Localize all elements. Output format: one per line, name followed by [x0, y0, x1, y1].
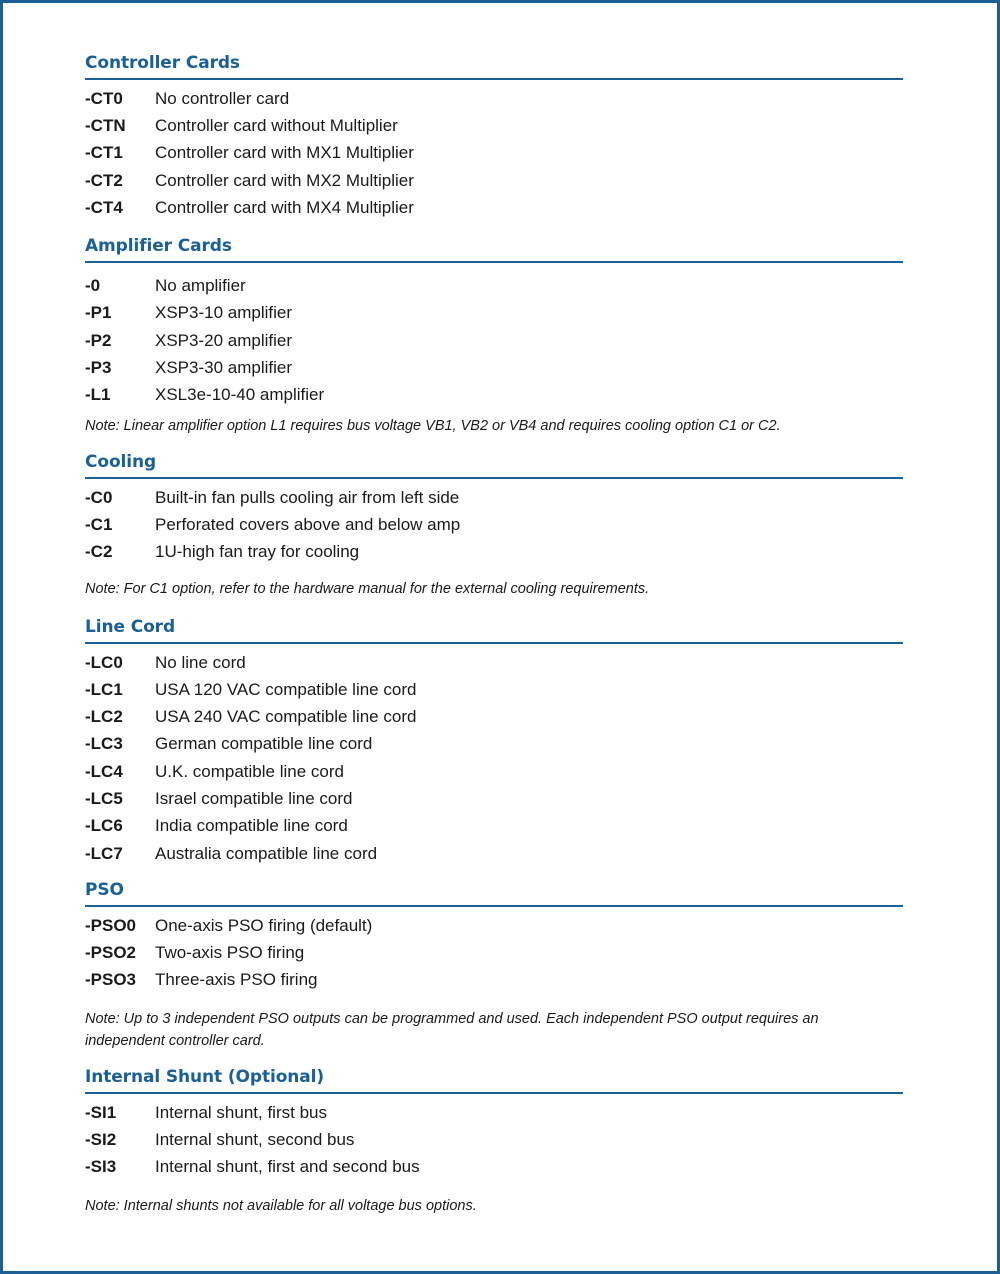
option-code: -LC5: [85, 788, 123, 808]
section-note: Note: Linear amplifier option L1 requires bus voltage VB1, VB2 or VB4 and requires cooling option C1 or C2.: [85, 417, 781, 434]
option-code: -P3: [85, 358, 112, 378]
option-code: -LC1: [85, 679, 123, 699]
option-description: Two-axis PSO firing: [155, 943, 305, 963]
option-row: [85, 758, 903, 785]
option-row: [85, 1126, 903, 1153]
option-description: German compatible line cord: [155, 734, 373, 754]
option-row: [85, 676, 903, 703]
option-row: [85, 785, 903, 812]
option-description: Australia compatible line cord: [155, 843, 378, 863]
option-row: [85, 167, 903, 194]
section-controller-cards: [85, 52, 903, 221]
option-code: -LC0: [85, 652, 123, 672]
option-description: Internal shunt, first and second bus: [155, 1157, 420, 1177]
option-description: No controller card: [155, 88, 290, 108]
option-code: -LC7: [85, 843, 123, 863]
section-pso: [85, 879, 903, 1052]
option-code: -PSO0: [85, 915, 137, 935]
option-description: Internal shunt, first bus: [155, 1102, 327, 1122]
option-description: One-axis PSO firing (default): [155, 915, 373, 935]
option-row: [85, 1099, 903, 1126]
option-code: -CT4: [85, 197, 123, 217]
option-code: -PSO3: [85, 970, 137, 990]
option-row: [85, 194, 903, 221]
section-title: Cooling: [85, 451, 903, 479]
option-list: [85, 907, 903, 994]
option-code: -CT0: [85, 88, 123, 108]
option-description: Controller card without Multiplier: [155, 115, 398, 135]
option-row: [85, 85, 903, 112]
option-description: Three-axis PSO firing: [155, 970, 318, 990]
option-description: No line cord: [155, 652, 246, 672]
section-title: Controller Cards: [85, 52, 903, 80]
section-amplifier-cards: [85, 235, 903, 436]
option-row: [85, 703, 903, 730]
option-list: [85, 263, 903, 408]
option-code: -LC3: [85, 734, 123, 754]
option-description: Internal shunt, second bus: [155, 1130, 355, 1150]
option-row: [85, 1154, 903, 1181]
option-code: -SI1: [85, 1102, 117, 1122]
option-code: -LC2: [85, 707, 123, 727]
option-description: U.K. compatible line cord: [155, 761, 344, 781]
option-description: No amplifier: [155, 276, 246, 296]
section-title: Amplifier Cards: [85, 235, 903, 263]
option-row: [85, 484, 903, 511]
option-row: [85, 940, 903, 967]
options-document: [85, 52, 903, 1217]
option-code: -0: [85, 276, 101, 296]
option-code: -LC6: [85, 816, 123, 836]
option-description: Controller card with MX2 Multiplier: [155, 170, 414, 190]
section-title: PSO: [85, 879, 903, 907]
option-description: USA 240 VAC compatible line cord: [155, 707, 417, 727]
option-description: Perforated covers above and below amp: [155, 514, 461, 534]
option-code: -LC4: [85, 761, 123, 781]
option-row: [85, 912, 903, 939]
section-note: Note: For C1 option, refer to the hardware manual for the external cooling requirements.: [85, 580, 650, 597]
option-row: [85, 967, 903, 994]
option-description: USA 120 VAC compatible line cord: [155, 679, 417, 699]
option-description: XSP3-10 amplifier: [155, 303, 293, 323]
option-description: Controller card with MX4 Multiplier: [155, 197, 414, 217]
section-note: Note: Up to 3 independent PSO outputs can be programmed and used. Each independent PSO output requires an independent controller card.: [85, 1011, 819, 1050]
option-row: [85, 327, 903, 354]
option-row: [85, 272, 903, 299]
section-title: Line Cord: [85, 616, 903, 644]
option-code: -CTN: [85, 115, 126, 135]
option-code: -L1: [85, 385, 111, 405]
option-row: [85, 539, 903, 566]
option-description: Controller card with MX1 Multiplier: [155, 143, 414, 163]
option-row: [85, 300, 903, 327]
option-code: -C1: [85, 514, 113, 534]
option-code: -CT2: [85, 170, 123, 190]
option-list: [85, 80, 903, 221]
option-list: [85, 644, 903, 867]
option-description: Israel compatible line cord: [155, 788, 353, 808]
option-code: -PSO2: [85, 943, 137, 963]
option-row: [85, 354, 903, 381]
option-description: India compatible line cord: [155, 816, 348, 836]
option-row: [85, 731, 903, 758]
option-row: [85, 649, 903, 676]
section-internal-shunt: [85, 1066, 903, 1217]
option-code: -P1: [85, 303, 112, 323]
option-code: -C2: [85, 542, 113, 562]
option-code: -P2: [85, 330, 112, 350]
option-description: Built-in fan pulls cooling air from left side: [155, 487, 460, 507]
option-row: [85, 140, 903, 167]
section-note: Note: Internal shunts not available for all voltage bus options.: [85, 1198, 477, 1215]
section-line-cord: [85, 616, 903, 867]
option-row: [85, 813, 903, 840]
option-row: [85, 112, 903, 139]
option-description: 1U-high fan tray for cooling: [155, 542, 360, 562]
option-code: -CT1: [85, 143, 123, 163]
option-description: XSP3-30 amplifier: [155, 358, 293, 378]
option-row: [85, 511, 903, 538]
option-code: -SI2: [85, 1130, 117, 1150]
option-row: [85, 840, 903, 867]
option-list: [85, 1094, 903, 1181]
option-code: -SI3: [85, 1157, 117, 1177]
option-description: XSP3-20 amplifier: [155, 330, 293, 350]
section-cooling: [85, 451, 903, 600]
section-title: Internal Shunt (Optional): [85, 1066, 903, 1094]
option-row: [85, 382, 903, 409]
option-list: [85, 479, 903, 566]
option-description: XSL3e-10-40 amplifier: [155, 385, 325, 405]
option-code: -C0: [85, 487, 113, 507]
